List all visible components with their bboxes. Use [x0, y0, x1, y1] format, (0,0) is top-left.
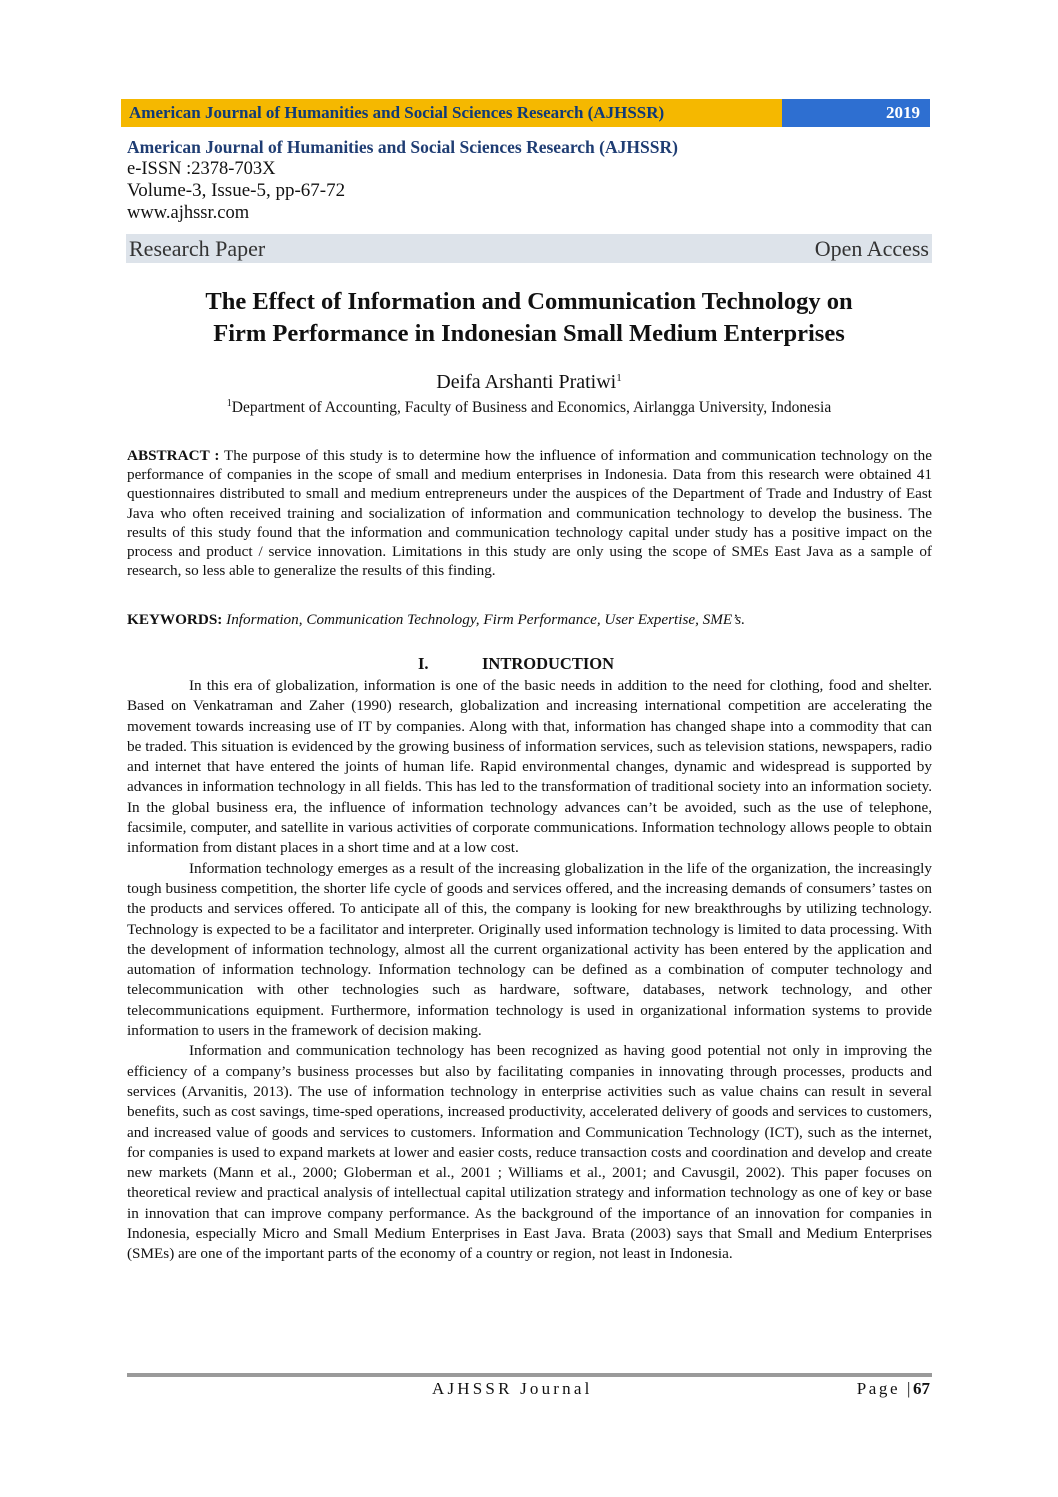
section-number: I. [418, 654, 429, 673]
page-footer [127, 1373, 932, 1405]
affiliation-superscript: 1 [226, 398, 232, 409]
journal-name: American Journal of Humanities and Social Sciences Research (AJHSSR) [127, 137, 678, 157]
abstract-text: The purpose of this study is to determine how the influence of information and communication technology on the performance of companies in the scope of small and medium enterprises in Indonesia. Data from this research were obtained 41 questionnaires distributed to small and medium entrepreneurs under the auspices of the Department of Trade and Industry of East Java who often received training and socialization of information and communication technology to develop the business. The results of this study found that the information and communication technology capital under study has a positive impact on the process and product / service innovation. Limitations in this study are only using the scope of SMEs East Java as a sample of research, so less able to generalize the results of this finding. [127, 447, 932, 580]
volume-issue: Volume-3, Issue-5, pp-67-72 [127, 180, 346, 201]
journal-header-year: 2019 [782, 99, 930, 127]
keywords-text: Information, Communication Technology, Firm Performance, User Expertise, SME’s. [226, 611, 746, 628]
author [120, 371, 938, 394]
paper-title-line: Firm Performance in Indonesian Small Medium Enterprises [213, 320, 845, 347]
author-name: Deifa Arshanti Pratiwi [436, 371, 617, 393]
author-affiliation [110, 398, 948, 417]
footer-page [857, 1379, 930, 1399]
paper-title [100, 286, 958, 350]
paragraph: In this era of globalization, information is one of the basic needs in addition to the need for clothing, food and shelter. Based on Venkatraman and Zaher (1990) research, globalization and increasing international competition are accelerating the movement towards increasing use of IT by companies. Along with that, information has changed shape into a commodity that can be traded. This situation is evidenced by the growing business of information services, such as television stations, newspapers, radio and internet that have entered the joints of human life. Rapid environmental changes, dynamic and widespread is supported by advances in information technology in all fields. This has led to the transformation of traditional society into an information society. In the global business era, the influence of information technology advances can’t be avoided, such as the use of telephone, facsimile, computer, and satellite in various activities of corporate communications. Information technology allows people to obtain information from distant places in a short time and at a low cost. [127, 677, 932, 857]
paper-type-bar [126, 234, 932, 263]
issn: e-ISSN :2378-703X [127, 159, 276, 179]
access-type-label: Open Access [814, 235, 929, 261]
journal-website: www.ajhssr.com [127, 203, 250, 223]
body-text [127, 676, 932, 1265]
keywords [127, 610, 932, 629]
paragraph: Information technology emerges as a result of the increasing globalization in the life of the organization, the increasingly tough business competition, the shorter life cycle of goods and services offered, and the increasing demands of consumers’ tastes on the products and services offered. To anticipate all of this, the company is looking for new breakthroughs by utilizing technology. Technology is expected to be a facilitator and interpreter. Originally used information technology is limited to data processing. With the development of information technology, almost all the current organizational activity has been entered by the application and automation of information technology. Information technology can be defined as a combination of computer technology and telecommunication with other technologies such as hardware, software, databases, network technology, and other telecommunications equipment. Furthermore, information technology is used in organizational information systems to provide information to users in the framework of decision making. [127, 859, 932, 1040]
section-title: INTRODUCTION [482, 654, 615, 673]
journal-header-bar [121, 99, 930, 127]
author-superscript: 1 [616, 372, 622, 384]
footer-page-number: 67 [913, 1379, 930, 1398]
journal-meta [127, 136, 932, 224]
abstract [127, 446, 932, 580]
paragraph: Information and communication technology has been recognized as having good potential not only in improving the efficiency of a company’s business processes but also by facilitating companies in innovating through processes, products and services (Arvanitis, 2013). The use of information technology in enterprise activities such as value chains can result in several benefits, such as cost savings, time-sped operations, increased productivity, accelerated delivery of goods and services to customers, and increased value of goods and services to customers. Information and Communication Technology (ICT), such as the internet, for companies is used to expand markets at lower and easier costs, reduce transaction costs and coordination and develop and create new markets (Mann et al., 2000; Globerman et al., 2001 ; Williams et al., 2001; and Cavusgil, 2002). This paper focuses on theoretical review and practical analysis of intellectual capital utilization strategy and information technology as one of key or base in innovation that can improve company performance. As the background of the importance of an innovation for companies in Indonesia, especially Micro and Small Medium Enterprises in East Java. Brata (2003) says that Small and Medium Enterprises (SMEs) are one of the important parts of the economy of a country or region, not least in Indonesia. [127, 1042, 932, 1263]
affiliation-text: Department of Accounting, Faculty of Business and Economics, Airlangga University, Indonesia [231, 399, 832, 416]
keywords-label: KEYWORDS: [127, 611, 223, 628]
paper-type-label: Research Paper [129, 235, 266, 261]
paper-title-line: The Effect of Information and Communication Technology on [205, 288, 853, 315]
footer-page-label: Page | [856, 1379, 913, 1398]
abstract-label: ABSTRACT : [127, 447, 220, 464]
journal-header-title: American Journal of Humanities and Social Sciences Research (AJHSSR) [121, 99, 782, 127]
footer-journal: AJHSSR Journal [432, 1379, 593, 1398]
